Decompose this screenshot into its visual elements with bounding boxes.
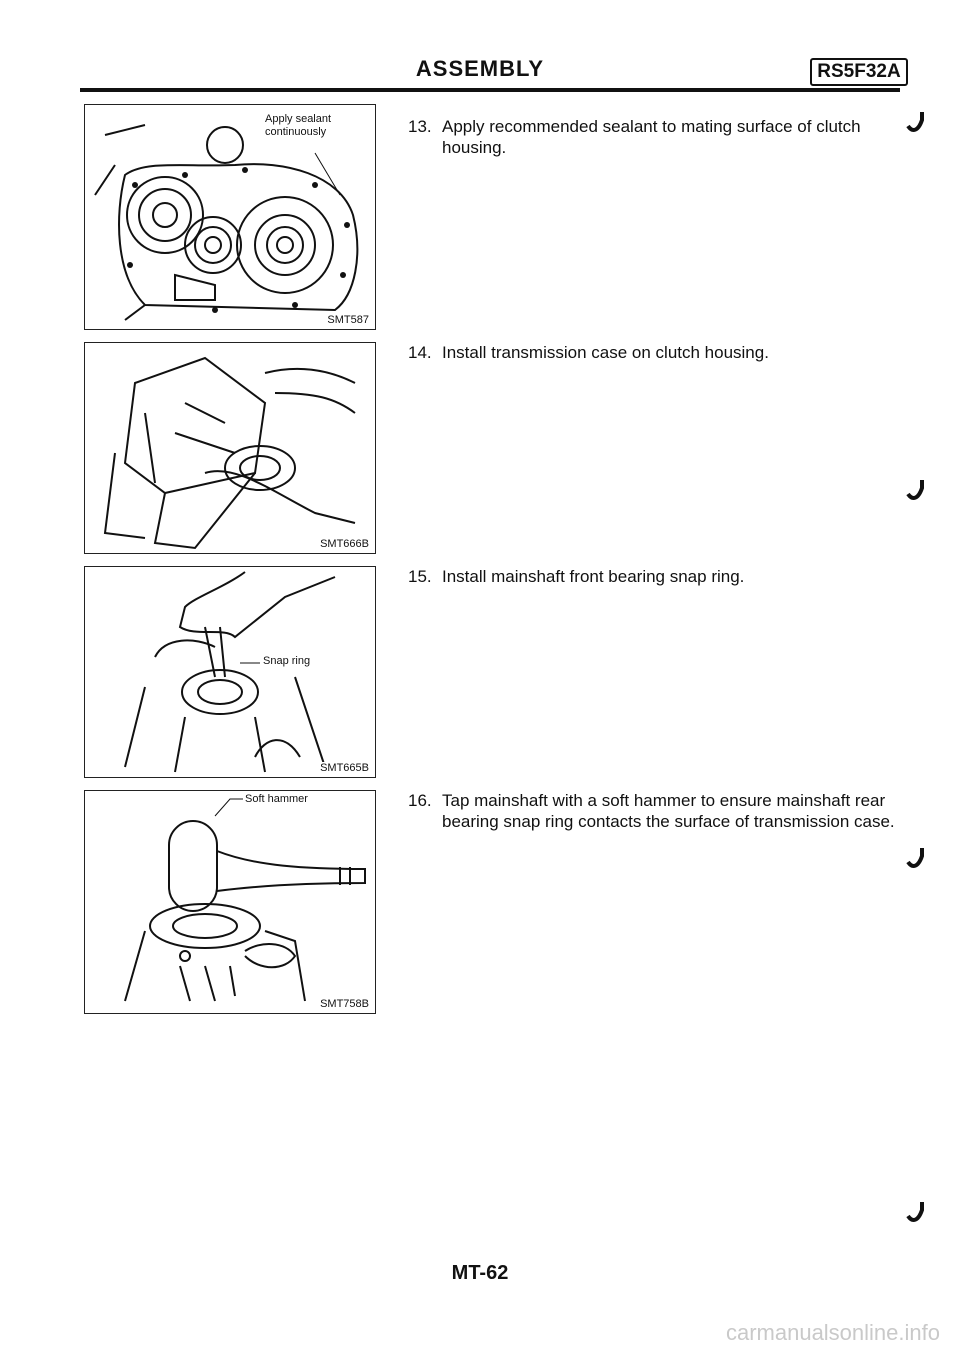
step-15 (408, 566, 908, 587)
step-number: 16. (408, 791, 432, 810)
check-mark-icon (906, 846, 926, 870)
step-number: 15. (408, 567, 432, 586)
page-title-text: ASSEMBLY (415, 56, 545, 81)
check-mark-icon (906, 1200, 926, 1224)
check-mark-icon (906, 110, 926, 134)
figure-callout: Apply sealant continuously (265, 113, 345, 139)
step-text-line1: Tap mainshaft with a soft hammer to ensure mainshaft rear (442, 791, 886, 810)
step-16 (408, 790, 908, 832)
step-text-line1: Install transmission case on clutch housing. (442, 343, 769, 362)
figure-clutch-housing-sealant (84, 104, 376, 330)
step-number: 13. (408, 117, 432, 136)
step-text-line1: Apply recommended sealant to mating surface of clutch (442, 117, 861, 136)
page-number: MT-62 (451, 1262, 509, 1284)
figure-code: SMT665B (320, 762, 369, 774)
step-text-line2: housing. (442, 138, 507, 157)
figure-snap-ring-install (84, 566, 376, 778)
snap-ring-illustration (85, 567, 375, 777)
figure-callout: Soft hammer (245, 793, 308, 805)
step-13 (408, 116, 908, 158)
transmission-case-illustration (85, 343, 375, 553)
step-number: 14. (408, 343, 432, 362)
watermark: carmanualsonline.info (725, 1320, 940, 1345)
figure-code: SMT758B (320, 998, 369, 1010)
figure-code: SMT666B (320, 538, 369, 550)
figure-transmission-case-install (84, 342, 376, 554)
model-badge: RS5F32A (810, 58, 908, 86)
check-mark-icon (906, 478, 926, 502)
header-rule (80, 88, 900, 92)
step-text-line2: bearing snap ring contacts the surface of transmission case. (442, 812, 895, 831)
step-text-line1: Install mainshaft front bearing snap ring. (442, 567, 745, 586)
step-14 (408, 342, 908, 363)
figure-callout: Snap ring (263, 655, 311, 667)
soft-hammer-illustration (85, 791, 375, 1013)
figure-soft-hammer (84, 790, 376, 1014)
figure-code: SMT587 (327, 314, 369, 326)
